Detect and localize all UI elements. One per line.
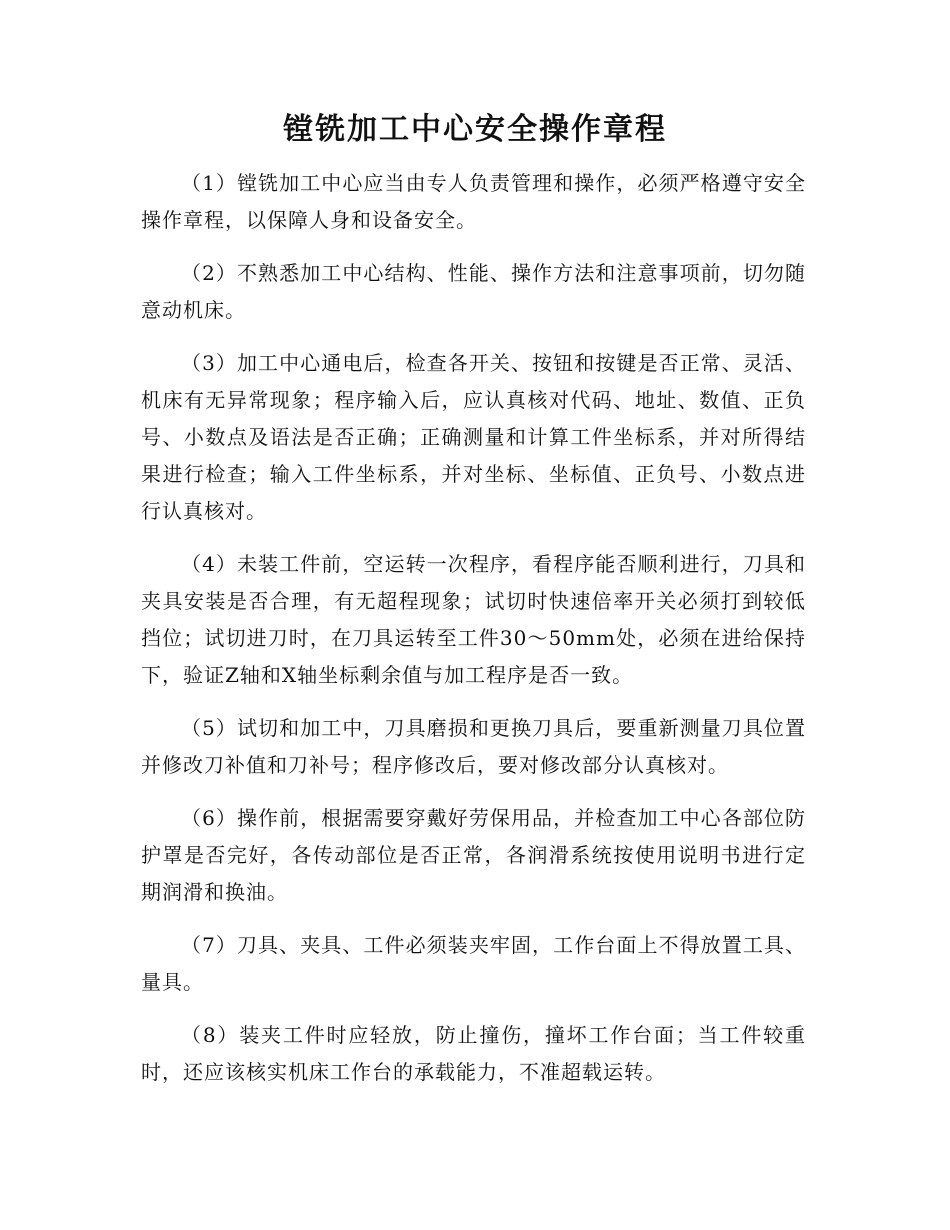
- paragraph-5: （5）试切和加工中，刀具磨损和更换刀具后，要重新测量刀具位置并修改刀补值和刀补号；程序修改后，要对修改部分认真核对。: [141, 716, 806, 777]
- paragraph-8: （8）装夹工件时应轻放，防止撞伤，撞坏工作台面；当工件较重时，还应该核实机床工作台的承载能力，不准超载运转。: [141, 1023, 806, 1084]
- paragraph-1: （1）镗铣加工中心应当由专人负责管理和操作，必须严格遵守安全操作章程，以保障人身和设备安全。: [141, 171, 806, 232]
- paragraph-6: （6）操作前，根据需要穿戴好劳保用品，并检查加工中心各部位防护罩是否完好，各传动部位是否正常，各润滑系统按使用说明书进行定期润滑和换油。: [141, 806, 806, 904]
- paragraph-4: （4）未装工件前，空运转一次程序，看程序能否顺利进行，刀具和夹具安装是否合理，有无超程现象；试切时快速倍率开关必须打到较低挡位；试切进刀时，在刀具运转至工件30～50mm处，必须在进给保持下，验证Z轴和X轴坐标剩余值与加工程序是否一致。: [141, 552, 806, 687]
- document-body: [141, 165, 806, 1107]
- paragraph-7: （7）刀具、夹具、工件必须装夹牢固，工作台面上不得放置工具、量具。: [141, 933, 806, 994]
- document-title: 镗铣加工中心安全操作章程: [283, 112, 667, 147]
- paragraph-3: （3）加工中心通电后，检查各开关、按钮和按键是否正常、灵活、机床有无异常现象；程序输入后，应认真核对代码、地址、数值、正负号、小数点及语法是否正确；正确测量和计算工件坐标系，并对所得结果进行检查；输入工件坐标系，并对坐标、坐标值、正负号、小数点进行认真核对。: [141, 351, 806, 523]
- paragraph-2: （2）不熟悉加工中心结构、性能、操作方法和注意事项前，切勿随意动机床。: [141, 261, 806, 322]
